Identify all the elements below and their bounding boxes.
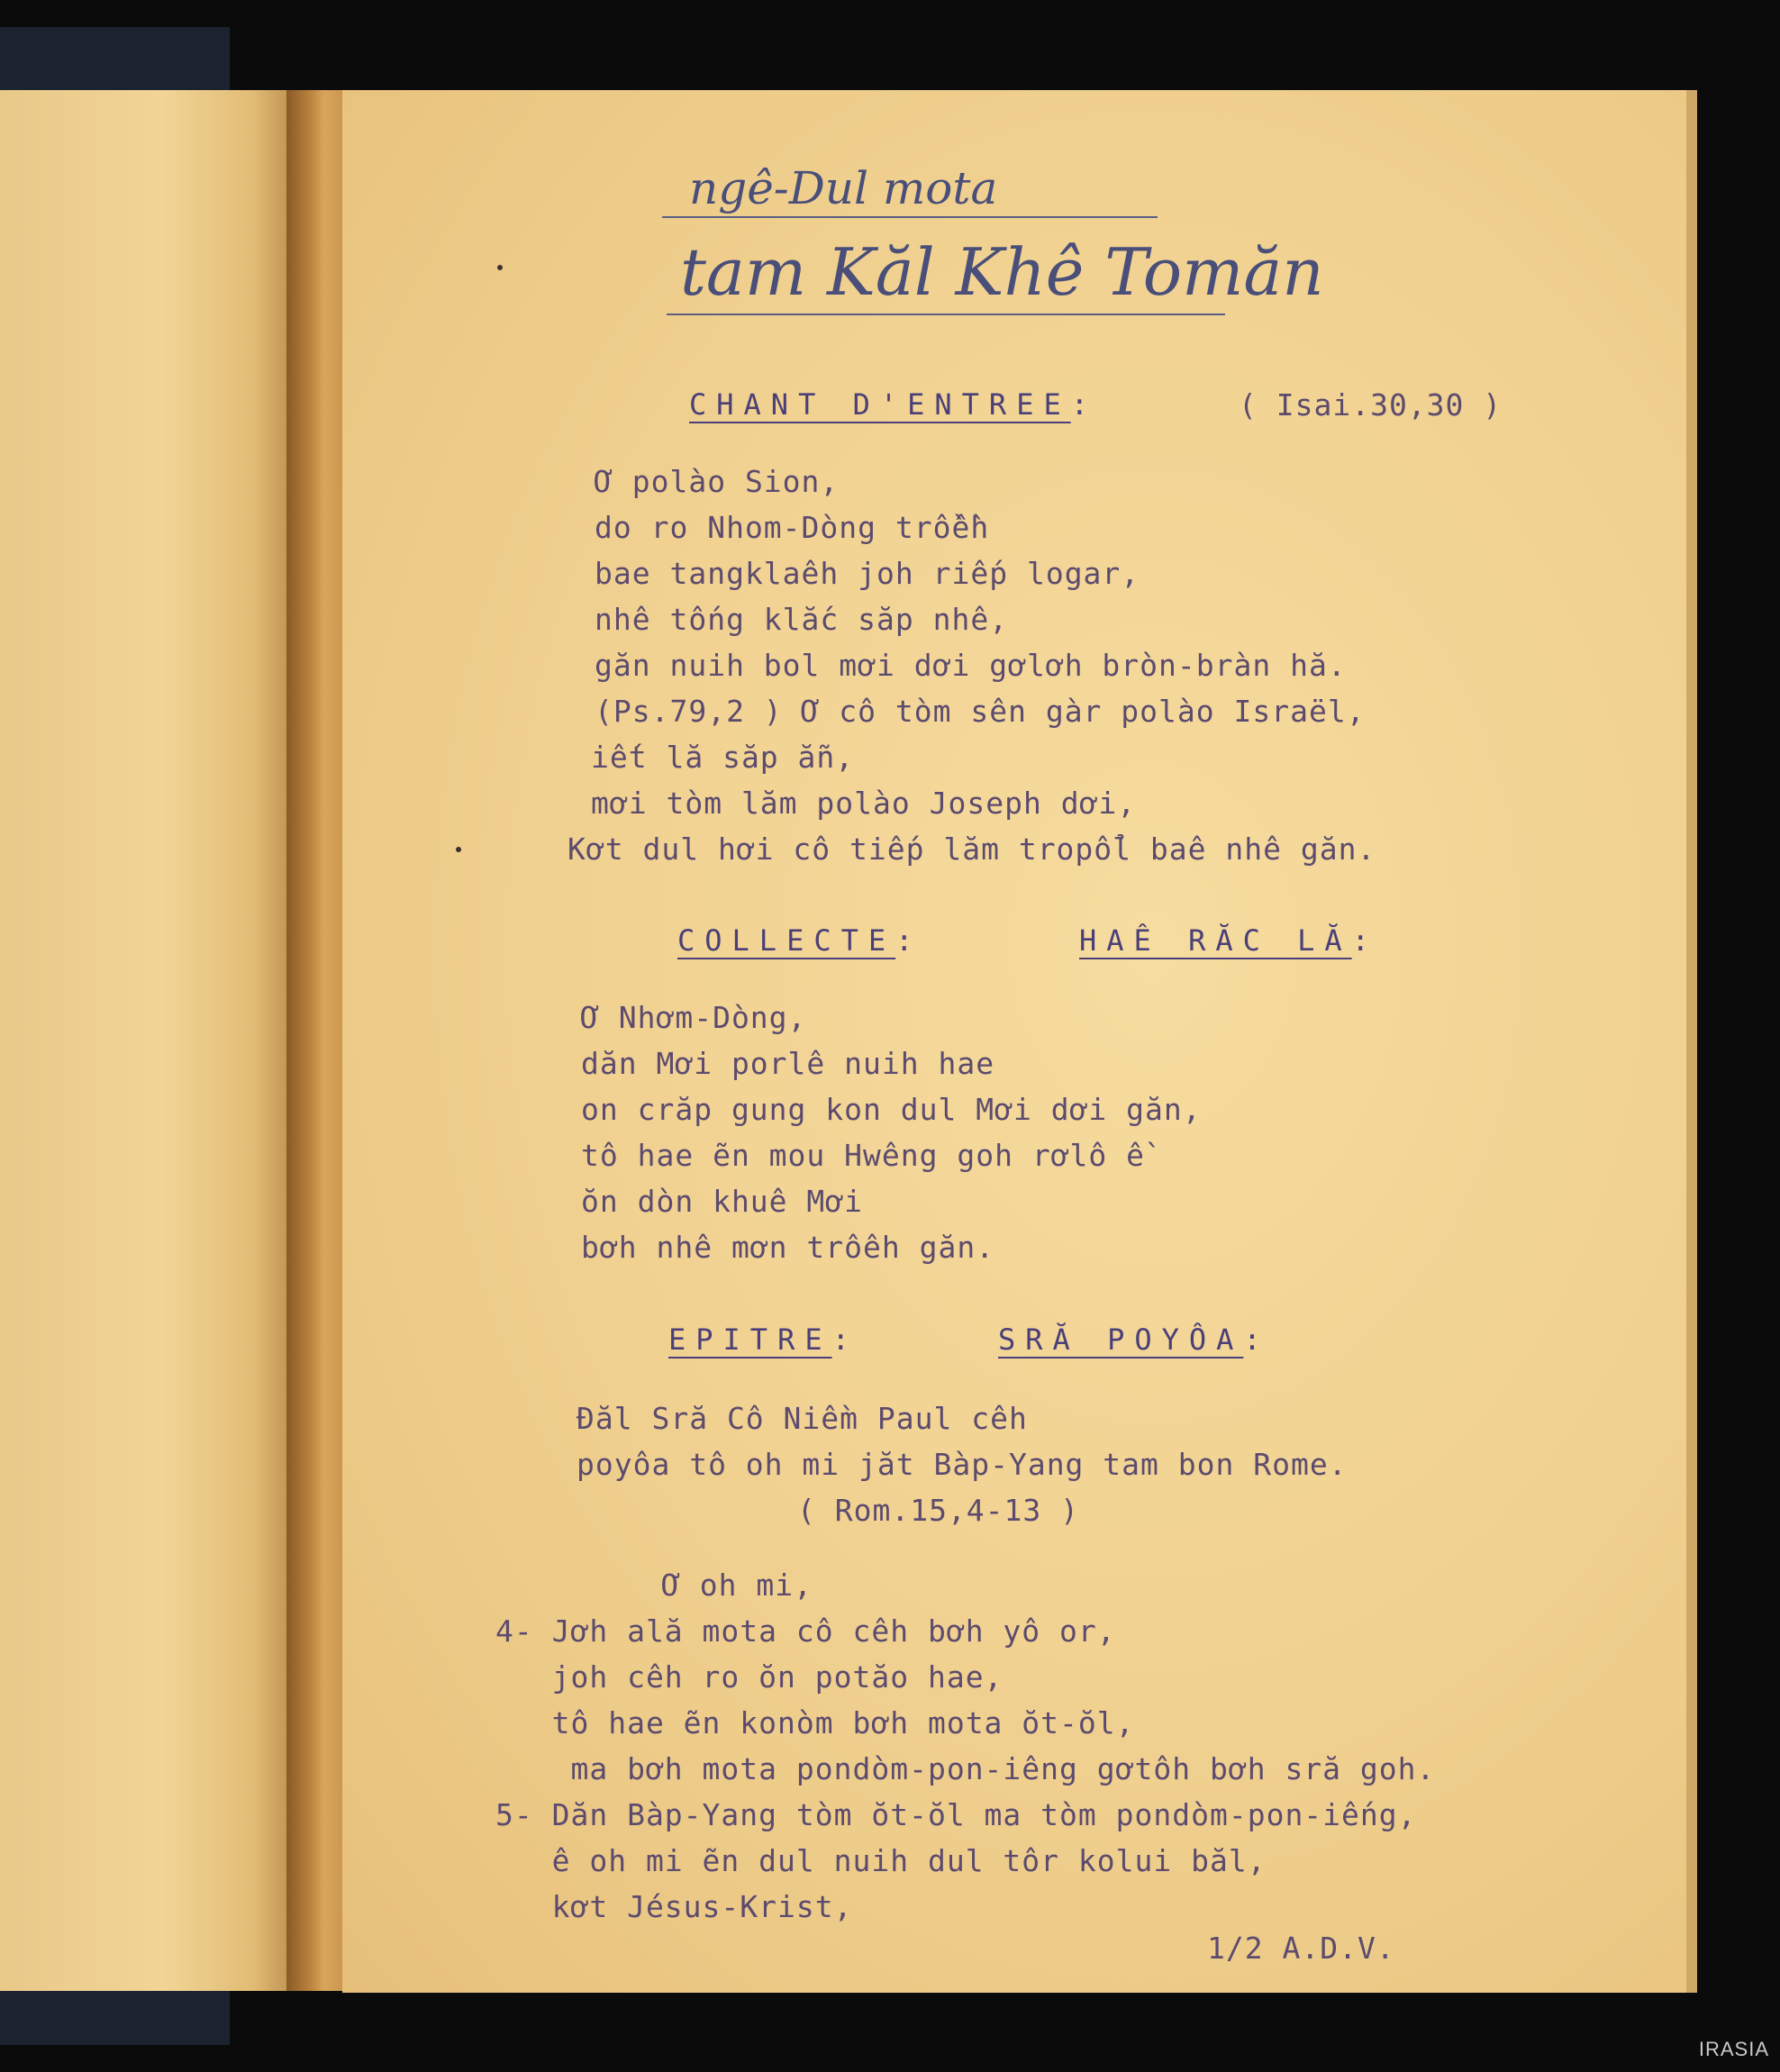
epitre-verse-line: tô hae ẽn konòm bơh mota ŏt-ŏl,: [495, 1705, 1135, 1740]
watermark: IRASIA: [1698, 2038, 1769, 2060]
epitre-intro-line: Đăl Sră Cô Niềm Paul cêh: [577, 1401, 1028, 1436]
chant-line: (Ps.79,2 ) Ơ cô tòm sên gàr polào Israël,: [595, 694, 1366, 729]
chant-line: bae tangklaêh joh riếp logar,: [595, 556, 1140, 591]
chant-line: do ro Nhom-Dòng trồềh: [595, 510, 990, 545]
chant-line: iết lă săp ẵn,: [591, 740, 855, 775]
epitre-heading: EPITRE:: [668, 1322, 859, 1357]
chant-line: găn nuih bol mơi dơi gơlơh bròn-bràn hă.: [595, 648, 1347, 683]
chant-line: nhê tống klắc săp nhê,: [595, 602, 1009, 637]
epitre-verse-line: ê oh mi ẽn dul nuih dul tôr kolui băl,: [495, 1843, 1267, 1878]
handwritten-underline: [662, 216, 1158, 218]
handwritten-title-line-2: tam Kăl Khê Tomăn: [680, 234, 1324, 310]
epitre-greeting: Ơ oh mi,: [662, 1568, 813, 1603]
chant-entree-reference: ( Isai.30,30 ): [1239, 387, 1503, 423]
epitre-verse-line: joh cêh ro ŏn potăo hae,: [495, 1659, 1004, 1695]
chant-line: Kơt dul hơi cô tiếp lăm tropổl baê nhê găn.: [568, 832, 1376, 867]
page-edge: [1686, 90, 1697, 1993]
ink-dot: [456, 847, 461, 852]
epitre-reference: ( Rom.15,4-13 ): [797, 1493, 1080, 1528]
epitre-verse-line: ma bơh mota pondòm-pon-iêng gơtôh bơh sră goh.: [495, 1751, 1436, 1786]
handwritten-title-line-1: ngê-Dul mota: [689, 162, 998, 214]
epitre-local-heading: SRĂ POYÔA:: [998, 1322, 1271, 1357]
epitre-intro-line: poyôa tô oh mi jăt Bàp-Yang tam bon Rome.: [577, 1447, 1348, 1482]
chant-line: mơi tòm lăm polào Joseph dơi,: [591, 786, 1137, 821]
collecte-line: bơh nhê mơn trôêh găn.: [581, 1230, 995, 1265]
chant-line: Ơ polào Sion,: [595, 464, 840, 499]
chant-entree-heading: CHANT D'ENTREE:: [689, 387, 1098, 422]
handwritten-underline: [667, 314, 1225, 315]
left-page: [0, 90, 297, 1991]
collecte-line: Ơ Nhơm-Dòng,: [581, 1000, 807, 1035]
epitre-verse-line: 5- Dăn Bàp-Yang tòm ŏt-ŏl ma tòm pondòm-pon-iếng,: [495, 1797, 1417, 1832]
epitre-verse-line: kơt Jésus-Krist,: [495, 1889, 853, 1924]
collecte-line: tô hae ẽn mou Hwêng goh rơlô ề: [581, 1138, 1146, 1173]
collecte-heading: COLLECTE:: [677, 923, 923, 958]
collecte-line: on crăp gung kon dul Mơi dơi găn,: [581, 1092, 1202, 1127]
epitre-verse-line: 4- Jơh ală mota cô cêh bơh yô or,: [495, 1613, 1116, 1649]
page-gutter: [286, 90, 350, 1991]
collecte-line: ŏn dòn khuê Mơi: [581, 1184, 864, 1219]
ink-dot: [497, 265, 503, 270]
page-reference: 1/2 A.D.V.: [1207, 1931, 1395, 1966]
collecte-line: dăn Mơi porlê nuih hae: [581, 1046, 995, 1081]
collecte-local-heading: HAÊ RĂC LĂ:: [1079, 923, 1379, 958]
